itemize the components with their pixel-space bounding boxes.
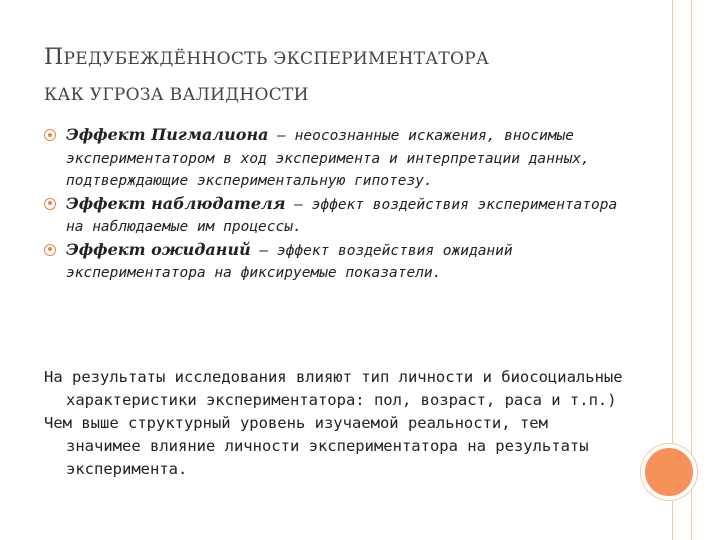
bullet-list [44, 124, 624, 285]
bullet-text: – эффект воздействия ожиданий экспериментатора на фиксируемые показатели. [66, 242, 513, 281]
bullet-text: – эффект воздействия экспериментатора на наблюдаемые им процессы. [66, 196, 618, 235]
body-paragraphs [44, 366, 624, 481]
bullet-circle-icon [44, 198, 56, 210]
title-line-1-text: РЕДУБЕЖДЁННОСТЬ ЭКСПЕРИМЕНТАТОРА [63, 49, 490, 69]
paragraph: Чем выше структурный уровень изучаемой реальности, тем значимее влияние личности экспериментатора на результаты эксперимента. [44, 414, 589, 478]
slide-title [44, 40, 644, 113]
title-line-2: КАК УГРОЗА ВАЛИДНОСТИ [44, 85, 309, 105]
decorative-circle [641, 444, 697, 500]
bullet-circle-icon [44, 244, 56, 256]
title-line-1 [44, 40, 644, 77]
bullet-circle-icon [44, 129, 56, 141]
title-initial-cap: П [44, 45, 64, 70]
bullet-item [44, 124, 624, 193]
bullet-text: – неосознанные искажения, вносимые экспериментатором в ход эксперимента и интерпретации данных, подтверждающие экспериментальную гипотезу. [66, 128, 590, 189]
paragraph: На результаты исследования влияют тип личности и биосоциальные характеристики экспериментатора: пол, возраст, раса и т.п.) [44, 368, 623, 409]
bullet-item [44, 193, 624, 239]
bullet-item [44, 239, 624, 285]
bullet-term: Эффект наблюдателя [66, 193, 286, 213]
bullet-term: Эффект ожиданий [66, 239, 251, 259]
bullet-term: Эффект Пигмалиона [66, 125, 269, 144]
